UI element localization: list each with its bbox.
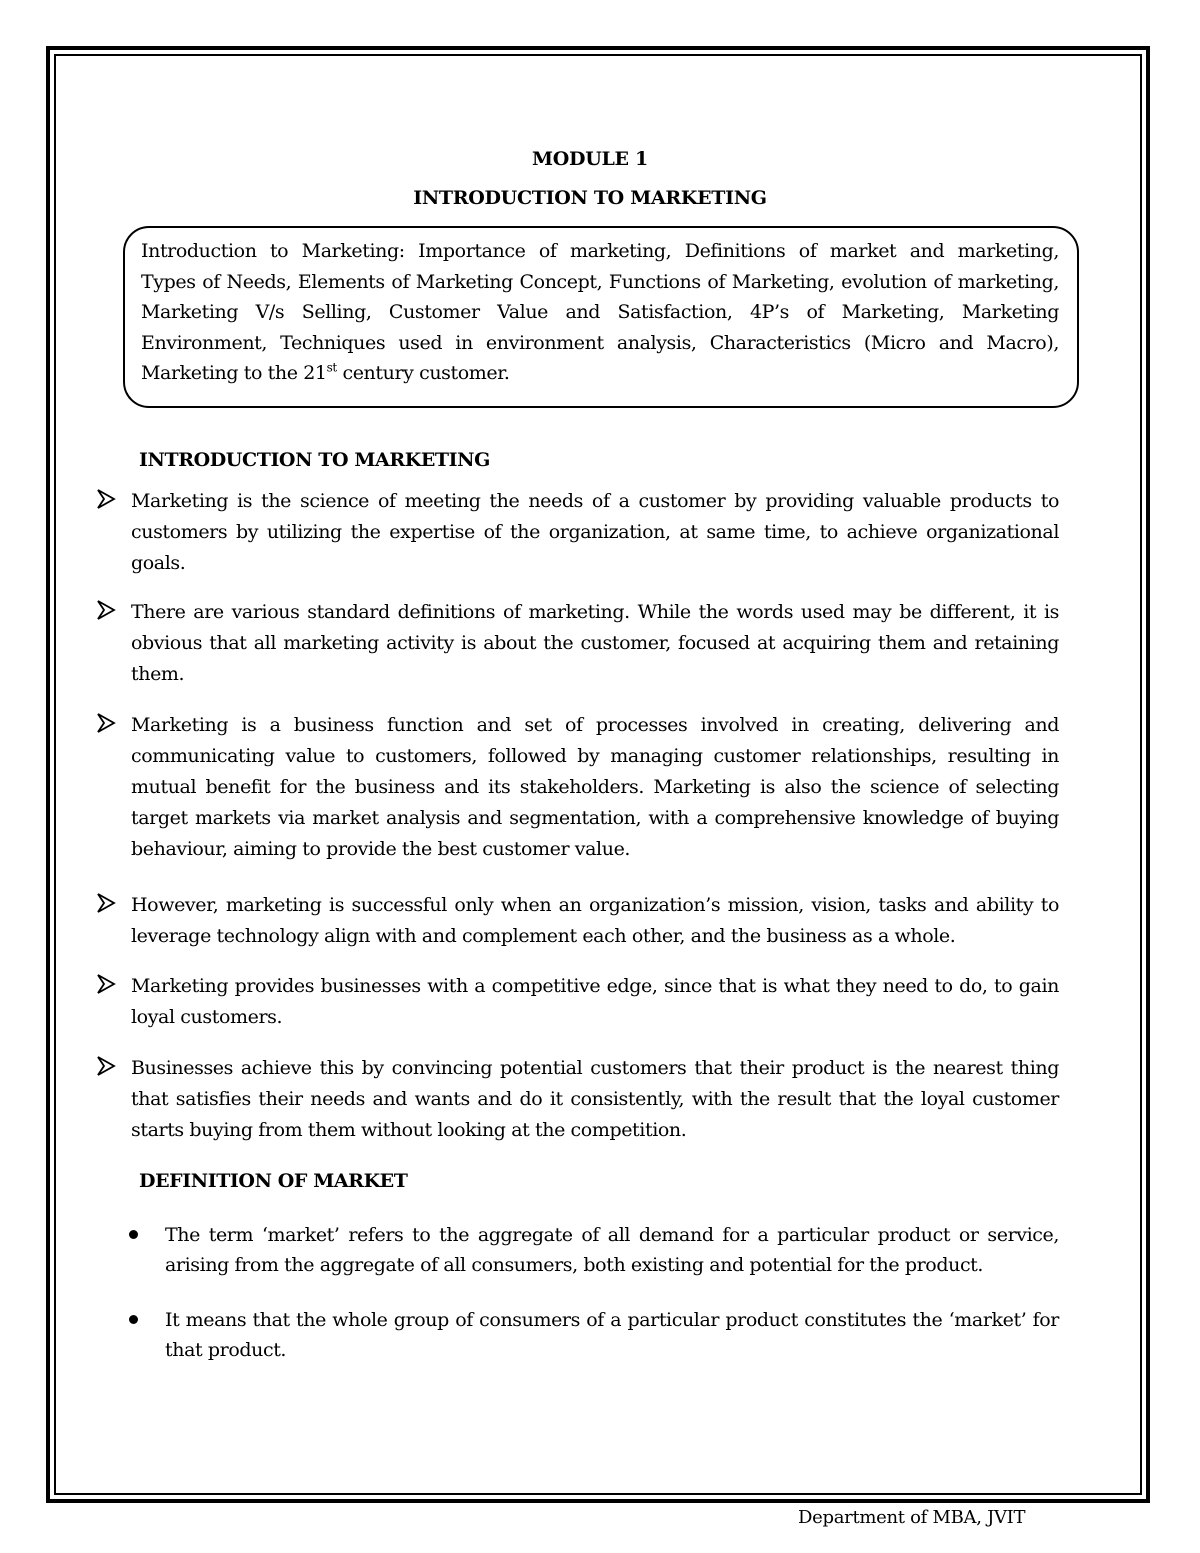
module-number: MODULE 1 xyxy=(532,148,648,170)
arrow-bullet-icon xyxy=(96,891,118,915)
intro-point xyxy=(96,971,1059,1033)
arrow-bullet-icon xyxy=(96,487,118,511)
intro-point-text: Marketing is the science of meeting the needs of a customer by providing valuable products to customers by utilizing the expertise of the organization, at same time, to achieve organizational goals. xyxy=(131,490,1059,574)
intro-point xyxy=(96,1053,1059,1146)
section-heading-intro: INTRODUCTION TO MARKETING xyxy=(139,449,490,471)
intro-point-text: Marketing is a business function and set of processes involved in creating, delivering and communicating value to customers, followed by managing customer relationships, resulting in mutual benefit for the business and its stakeholders. Marketing is also the science of selecting target markets via market analysis and segmentation, with a comprehensive knowledge of buying behaviour, aiming to provide the best customer value. xyxy=(131,714,1059,860)
market-point xyxy=(128,1220,1059,1280)
bullet-dot-icon xyxy=(129,1230,138,1239)
arrow-bullet-icon xyxy=(96,972,118,996)
syllabus-line: Marketing V/s Selling, Customer Value and Satisfaction, 4P’s of Marketing, Marketing xyxy=(141,301,1059,323)
arrow-bullet-icon xyxy=(96,711,118,735)
market-point-text: The term ‘market’ refers to the aggregate of all demand for a particular product or service, arising from the aggregate of all consumers, both existing and potential for the product. xyxy=(165,1224,1059,1276)
arrow-bullet-icon xyxy=(96,1054,118,1078)
market-point-text: It means that the whole group of consumers of a particular product constitutes the ‘market’ for that product. xyxy=(165,1309,1059,1361)
syllabus-line-text: Marketing to the 21 xyxy=(141,362,327,384)
arrow-bullet-icon xyxy=(96,598,118,622)
intro-point xyxy=(96,597,1059,690)
syllabus-text xyxy=(141,236,1059,389)
intro-point-text: Businesses achieve this by convincing potential customers that their product is the nearest thing that satisfies their needs and wants and do it consistently, with the result that the loyal customer starts buying from them without looking at the competition. xyxy=(131,1057,1059,1141)
market-point xyxy=(128,1305,1059,1365)
superscript: st xyxy=(326,360,337,375)
syllabus-line xyxy=(141,358,1059,389)
section-heading-market: DEFINITION OF MARKET xyxy=(139,1170,408,1192)
syllabus-line: Types of Needs, Elements of Marketing Concept, Functions of Marketing, evolution of marketing, xyxy=(141,270,1059,293)
intro-point xyxy=(96,890,1059,952)
intro-point-text: There are various standard definitions of marketing. While the words used may be different, it is obvious that all marketing activity is about the customer, focused at acquiring them and retaining them. xyxy=(131,601,1059,685)
intro-point xyxy=(96,710,1059,865)
module-title: INTRODUCTION TO MARKETING xyxy=(413,187,767,209)
page-footer: Department of MBA, JVIT xyxy=(798,1507,1026,1528)
intro-point-text: However, marketing is successful only when an organization’s mission, vision, tasks and ability to leverage technology align with and complement each other, and the business as a whole. xyxy=(131,894,1059,947)
intro-point xyxy=(96,486,1059,579)
syllabus-line: Introduction to Marketing: Importance of marketing, Definitions of market and marketing, xyxy=(141,240,1059,262)
intro-point-text: Marketing provides businesses with a competitive edge, since that is what they need to do, to gain loyal customers. xyxy=(131,975,1059,1028)
syllabus-line: Environment, Techniques used in environment analysis, Characteristics (Micro and Macro), xyxy=(141,331,1059,354)
bullet-dot-icon xyxy=(129,1315,138,1324)
syllabus-line-text: century customer. xyxy=(336,362,510,384)
